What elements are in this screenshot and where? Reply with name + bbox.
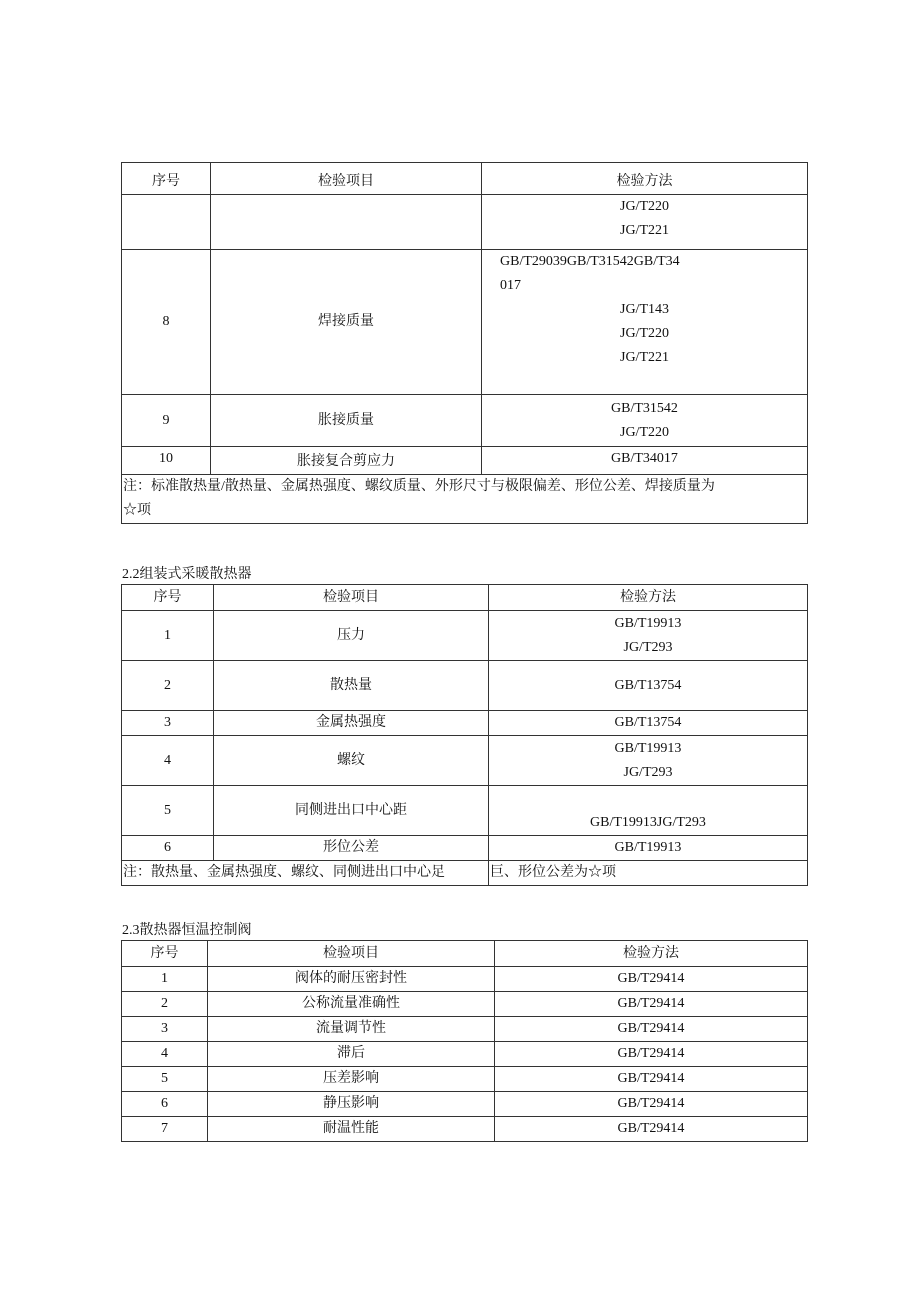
row-no: 4 — [122, 736, 214, 786]
row-item: 散热量 — [214, 661, 489, 711]
header-item: 检验项目 — [211, 163, 482, 195]
row-no — [122, 195, 211, 250]
row-methods — [489, 711, 808, 736]
header-item: 检验项目 — [214, 585, 489, 611]
row-item: 阀体的耐压密封性 — [208, 967, 495, 992]
row-method: GB/T29414 — [495, 1042, 808, 1067]
header-no: 序号 — [122, 163, 211, 195]
section-caption: 2.3散热器恒温控制阀 — [122, 923, 252, 938]
note-line: ☆项 — [123, 503, 151, 518]
row-no: 7 — [122, 1117, 208, 1142]
row-no: 10 — [122, 447, 211, 475]
method-line: JG/T293 — [623, 639, 673, 655]
method-line: GB/T29039GB/T31542GB/T34 — [500, 254, 680, 269]
method-line: 017 — [500, 278, 521, 293]
row-methods — [482, 250, 808, 395]
table-row — [122, 1017, 808, 1042]
method-line: GB/T19913JG/T293 — [590, 815, 706, 830]
header-item: 检验项目 — [208, 941, 495, 967]
header-method: 检验方法 — [495, 941, 808, 967]
row-methods — [489, 661, 808, 711]
method-line: JG/T293 — [623, 764, 673, 780]
row-no: 1 — [122, 967, 208, 992]
method-line: GB/T13754 — [614, 677, 682, 693]
table-row — [122, 836, 808, 861]
row-methods — [489, 836, 808, 861]
row-method: GB/T29414 — [495, 992, 808, 1017]
table-header-row — [122, 163, 808, 195]
table-row — [122, 1117, 808, 1142]
table-row — [122, 1042, 808, 1067]
valve-inspection-table — [121, 940, 808, 1142]
row-method: GB/T29414 — [495, 1017, 808, 1042]
table-note-continued: 巨、形位公差为☆项 — [489, 861, 808, 886]
row-methods — [482, 195, 808, 250]
row-item — [211, 195, 482, 250]
method-line: GB/T19913 — [614, 740, 682, 756]
row-no: 2 — [122, 661, 214, 711]
table-note-row — [122, 475, 808, 524]
table-note — [122, 475, 808, 524]
header-no: 序号 — [122, 585, 214, 611]
inspection-table-continued — [121, 162, 808, 524]
method-line: JG/T220 — [620, 424, 669, 440]
header-no: 序号 — [122, 941, 208, 967]
row-methods — [489, 611, 808, 661]
row-item: 焊接质量 — [211, 250, 482, 395]
row-no: 2 — [122, 992, 208, 1017]
method-line: GB/T19913 — [614, 840, 682, 855]
table-row — [122, 611, 808, 661]
table-row — [122, 661, 808, 711]
table-row — [122, 786, 808, 836]
row-item: 压力 — [214, 611, 489, 661]
row-methods — [489, 736, 808, 786]
row-method: GB/T29414 — [495, 1092, 808, 1117]
table-row — [122, 711, 808, 736]
header-method: 检验方法 — [489, 585, 808, 611]
table-header-row — [122, 941, 808, 967]
row-no: 9 — [122, 395, 211, 447]
method-line: JG/T221 — [620, 223, 669, 238]
row-no: 3 — [122, 1017, 208, 1042]
row-no: 8 — [122, 250, 211, 395]
row-item: 流量调节性 — [208, 1017, 495, 1042]
row-no: 5 — [122, 786, 214, 836]
section-caption: 2.2组装式采暖散热器 — [122, 567, 252, 582]
row-method: GB/T29414 — [495, 967, 808, 992]
table-row — [122, 736, 808, 786]
row-methods — [482, 447, 808, 475]
method-line: JG/T220 — [620, 199, 669, 214]
row-no: 4 — [122, 1042, 208, 1067]
header-method: 检验方法 — [482, 163, 808, 195]
method-line: GB/T19913 — [614, 615, 682, 631]
row-item: 同侧进出口中心距 — [214, 786, 489, 836]
row-item: 形位公差 — [214, 836, 489, 861]
row-item: 压差影响 — [208, 1067, 495, 1092]
row-no: 6 — [122, 836, 214, 861]
table-header-row — [122, 585, 808, 611]
row-item: 公称流量准确性 — [208, 992, 495, 1017]
row-item: 静压影响 — [208, 1092, 495, 1117]
method-line: JG/T221 — [620, 350, 669, 365]
table-row — [122, 447, 808, 475]
row-no: 5 — [122, 1067, 208, 1092]
row-item: 金属热强度 — [214, 711, 489, 736]
row-no: 3 — [122, 711, 214, 736]
table-row — [122, 1067, 808, 1092]
table-row — [122, 195, 808, 250]
table-row — [122, 992, 808, 1017]
row-no: 6 — [122, 1092, 208, 1117]
table-row — [122, 1092, 808, 1117]
row-no: 1 — [122, 611, 214, 661]
method-line: JG/T220 — [620, 326, 669, 341]
row-method: GB/T29414 — [495, 1117, 808, 1142]
table-row — [122, 250, 808, 395]
row-item: 耐温性能 — [208, 1117, 495, 1142]
method-line: GB/T13754 — [614, 715, 682, 730]
row-methods — [482, 395, 808, 447]
row-item: 滞后 — [208, 1042, 495, 1067]
row-item: 螺纹 — [214, 736, 489, 786]
row-item: 胀接复合剪应力 — [211, 447, 482, 475]
table-note-row — [122, 861, 808, 886]
method-line: GB/T34017 — [611, 451, 678, 466]
table-row — [122, 395, 808, 447]
radiator-inspection-table — [121, 584, 808, 886]
row-methods — [489, 786, 808, 836]
note-line: 注：标准散热量/散热量、金属热强度、螺纹质量、外形尺寸与极限偏差、形位公差、焊接质量为 — [123, 479, 715, 494]
method-line: JG/T143 — [620, 302, 669, 317]
table-row — [122, 967, 808, 992]
row-item: 胀接质量 — [211, 395, 482, 447]
table-note: 注：散热量、金属热强度、螺纹、同侧进出口中心足 — [122, 861, 489, 886]
method-line: GB/T31542 — [611, 400, 678, 416]
row-method: GB/T29414 — [495, 1067, 808, 1092]
